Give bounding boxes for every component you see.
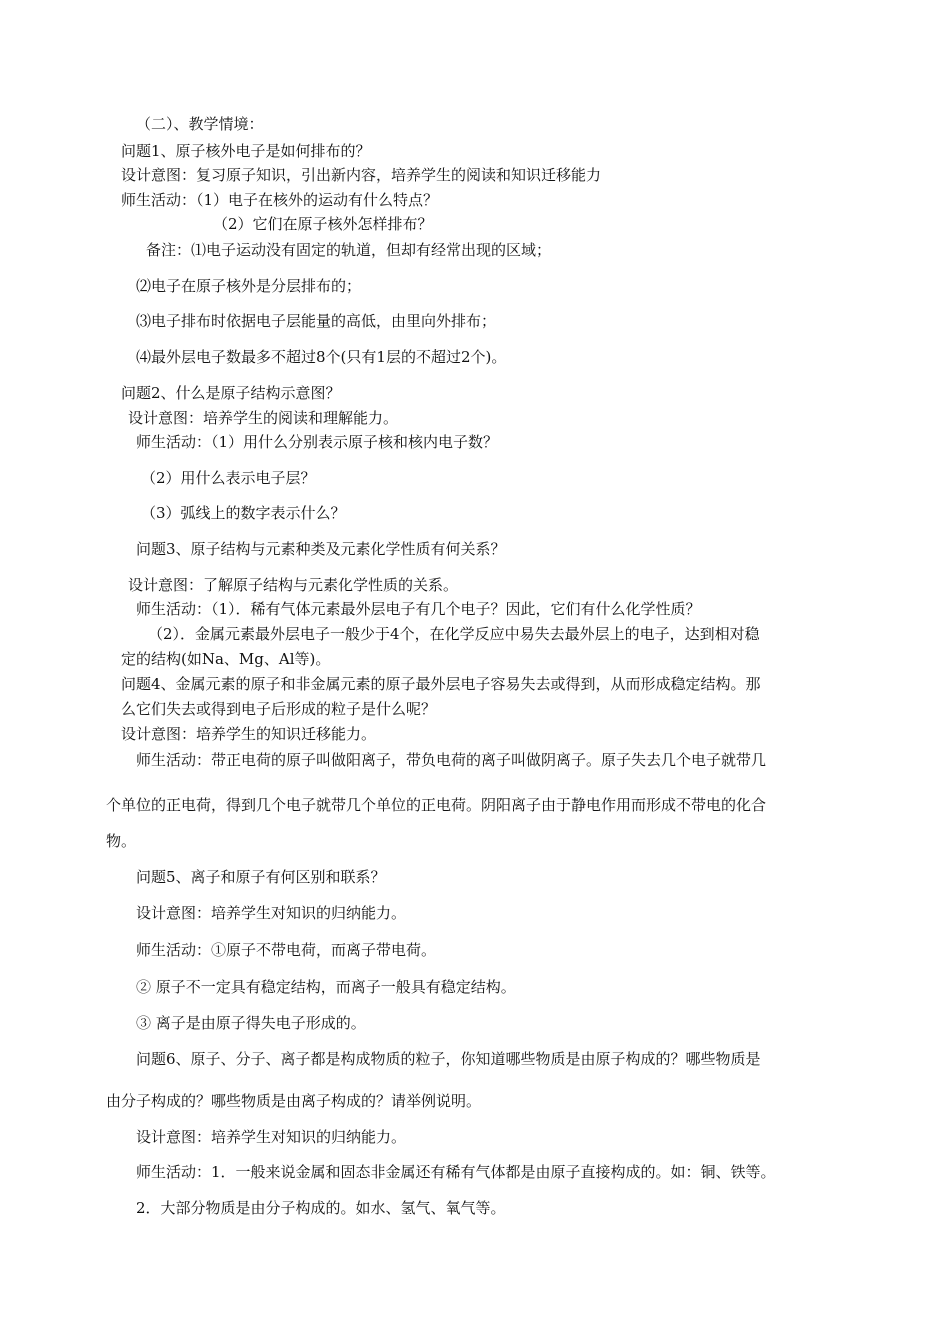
activity-2-item-3: （3）弧线上的数字表示什么？ [141, 504, 346, 522]
design-intent-6: 设计意图：培养学生对知识的归纳能力。 [136, 1128, 407, 1146]
section-heading: （二）、教学情境： [136, 115, 264, 133]
activity-4: 师生活动：带正电荷的原子叫做阳离子，带负电荷的离子叫做阴离子。原子失去几个电子就带几 [136, 751, 767, 769]
activity-5-item-3: ③ 离子是由原子得失电子形成的。 [136, 1014, 366, 1032]
question-5: 问题5、离子和原子有何区别和联系？ [136, 868, 386, 886]
activity-1: 师生活动：（1）电子在核外的运动有什么特点？ [121, 191, 439, 209]
note-3: ⑶电子排布时依据电子层能量的高低，由里向外排布； [136, 312, 497, 330]
question-2: 问题2、什么是原子结构示意图？ [121, 384, 341, 402]
note-1: 备注：⑴电子运动没有固定的轨道，但却有经常出现的区域； [146, 241, 552, 259]
activity-6-item-2: 2．大部分物质是由分子构成的。如水、氢气、氧气等。 [136, 1199, 506, 1217]
activity-3-item-2-cont: 定的结构(如Na、Mg、Al等)。 [121, 650, 331, 668]
design-intent-3: 设计意图：了解原子结构与元素化学性质的关系。 [128, 576, 459, 594]
activity-4-cont: 个单位的正电荷，得到几个电子就带几个单位的正电荷。阴阳离子由于静电作用而形成不带电的化合 [106, 796, 767, 814]
question-3: 问题3、原子结构与元素种类及元素化学性质有何关系？ [136, 540, 506, 558]
design-intent-5: 设计意图：培养学生对知识的归纳能力。 [136, 904, 407, 922]
activity-3: 师生活动：（1）．稀有气体元素最外层电子有几个电子？因此，它们有什么化学性质？ [136, 600, 701, 618]
note-4: ⑷最外层电子数最多不超过8个(只有1层的不超过2个)。 [136, 348, 507, 366]
note-2: ⑵电子在原子核外是分层排布的； [136, 277, 362, 295]
design-intent-1: 设计意图：复习原子知识，引出新内容，培养学生的阅读和知识迁移能力 [121, 166, 602, 184]
activity-3-item-2: （2）．金属元素最外层电子一般少于4个，在化学反应中易失去最外层上的电子，达到相对稳 [148, 625, 760, 643]
activity-5-item-2: ② 原子不一定具有稳定结构，而离子一般具有稳定结构。 [136, 978, 516, 996]
question-6: 问题6、原子、分子、离子都是构成物质的粒子，你知道哪些物质是由原子构成的？哪些物质是 [136, 1050, 761, 1068]
question-6-cont: 由分子构成的？哪些物质是由离子构成的？请举例说明。 [106, 1092, 482, 1110]
activity-2: 师生活动：（1）用什么分别表示原子核和核内电子数？ [136, 433, 499, 451]
activity-4-cont-2: 物。 [106, 832, 137, 850]
activity-2-item-2: （2）用什么表示电子层？ [141, 469, 316, 487]
activity-5: 师生活动：①原子不带电荷，而离子带电荷。 [136, 941, 437, 959]
activity-1-item-2: （2）它们在原子核外怎样排布？ [213, 215, 433, 233]
design-intent-2: 设计意图：培养学生的阅读和理解能力。 [128, 409, 399, 427]
question-4-cont: 么它们失去或得到电子后形成的粒子是什么呢？ [121, 700, 437, 718]
design-intent-4: 设计意图：培养学生的知识迁移能力。 [121, 725, 377, 743]
activity-6: 师生活动：1．一般来说金属和固态非金属还有稀有气体都是由原子直接构成的。如：铜、铁等。 [136, 1163, 776, 1181]
question-1: 问题1、原子核外电子是如何排布的？ [121, 142, 371, 160]
question-4: 问题4、金属元素的原子和非金属元素的原子最外层电子容易失去或得到，从而形成稳定结构。那 [121, 675, 761, 693]
